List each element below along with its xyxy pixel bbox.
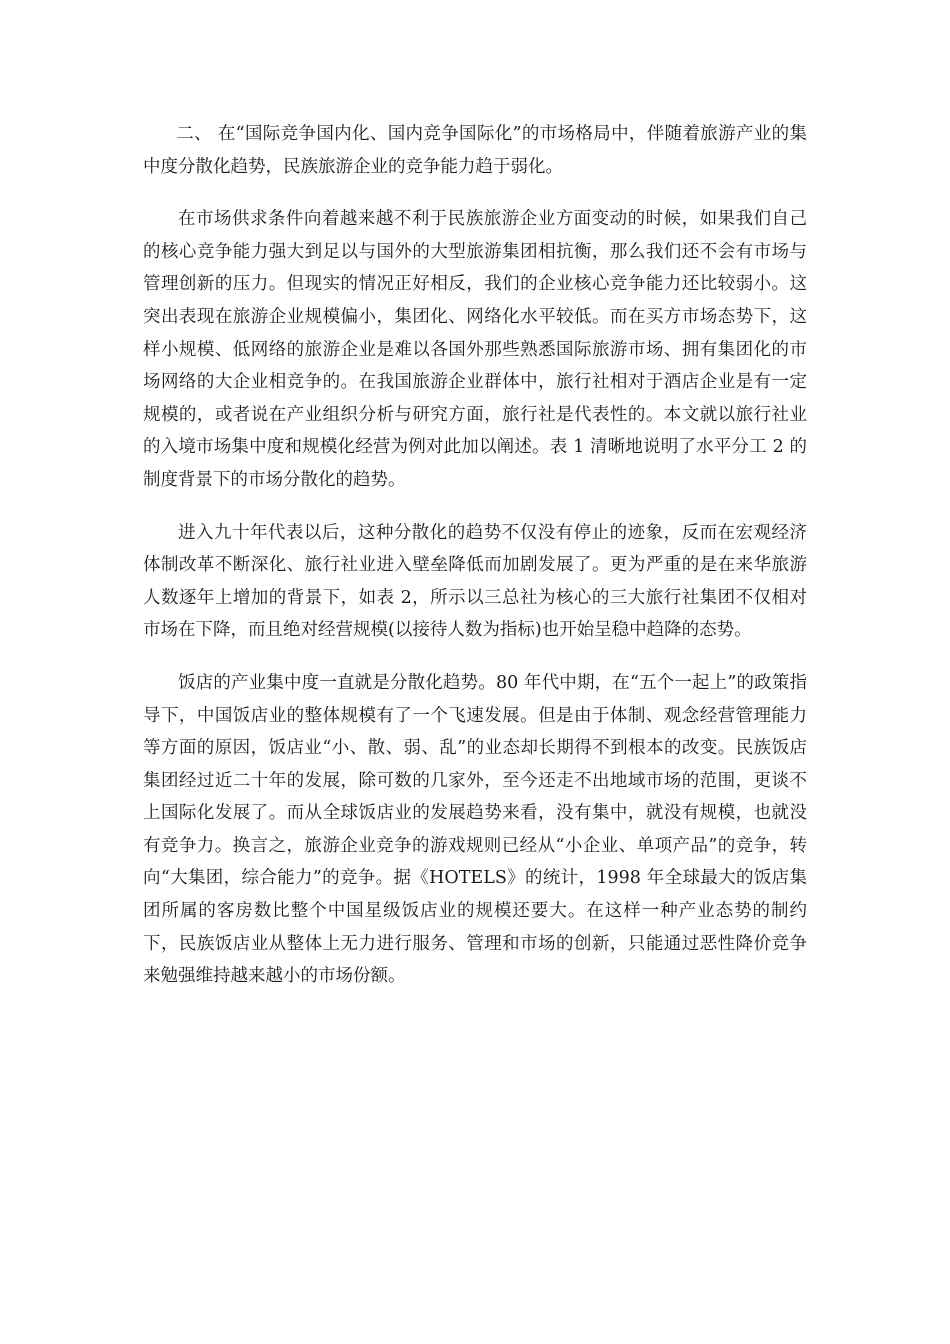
body-paragraph: 饭店的产业集中度一直就是分散化趋势。80 年代中期，在“五个一起上”的政策指导下，中国饭店业的整体规模有了一个飞速发展。但是由于体制、观念经营管理能力等方面的原因，饭店业“小、散、弱、乱”的业态却长期得不到根本的改变。民族饭店集团经过近二十年的发展，除可数的几家外，至今还走不出地域市场的范围，更谈不上国际化发展了。而从全球饭店业的发展趋势来看，没有集中，就没有规模，也就没有竞争力。换言之，旅游企业竞争的游戏规则已经从“小企业、单项产品”的竞争，转向“大集团，综合能力”的竞争。据《HOTELS》的统计，1998 年全球最大的饭店集团所属的客房数比整个中国星级饭店业的规模还要大。在这样一种产业态势的制约下，民族饭店业从整体上无力进行服务、管理和市场的创新，只能通过恶性降价竞争来勉强维持越来越小的市场份额。 <box>143 672 807 987</box>
section-heading-paragraph: 二、 在“国际竞争国内化、国内竞争国际化”的市场格局中，伴随着旅游产业的集中度分散化趋势，民族旅游企业的竞争能力趋于弱化。 <box>143 124 807 177</box>
body-paragraph: 在市场供求条件向着越来越不利于民族旅游企业方面变动的时候，如果我们自己的核心竞争能力强大到足以与国外的大型旅游集团相抗衡，那么我们还不会有市场与管理创新的压力。但现实的情况正好相反，我们的企业核心竞争能力还比较弱小。这突出表现在旅游企业规模偏小，集团化、网络化水平较低。而在买方市场态势下，这样小规模、低网络的旅游企业是难以各国外那些熟悉国际旅游市场、拥有集团化的市场网络的大企业相竞争的。在我国旅游企业群体中，旅行社相对于酒店企业是有一定规模的，或者说在产业组织分析与研究方面，旅行社是代表性的。本文就以旅行社业的入境市场集中度和规模化经营为例对此加以阐述。表 1 清晰地说明了水平分工 2 的制度背景下的市场分散化的趋势。 <box>143 209 807 490</box>
document-body <box>143 118 807 1013</box>
body-paragraph: 进入九十年代表以后，这种分散化的趋势不仅没有停止的迹象，反而在宏观经济体制改革不断深化、旅行社业进入壁垒降低而加剧发展了。更为严重的是在来华旅游人数逐年上增加的背景下，如表 2，所示以三总社为核心的三大旅行社集团不仅相对市场在下降，而且绝对经营规模(以接待人数为指标)也开始呈稳中趋降的态势。 <box>143 522 807 641</box>
